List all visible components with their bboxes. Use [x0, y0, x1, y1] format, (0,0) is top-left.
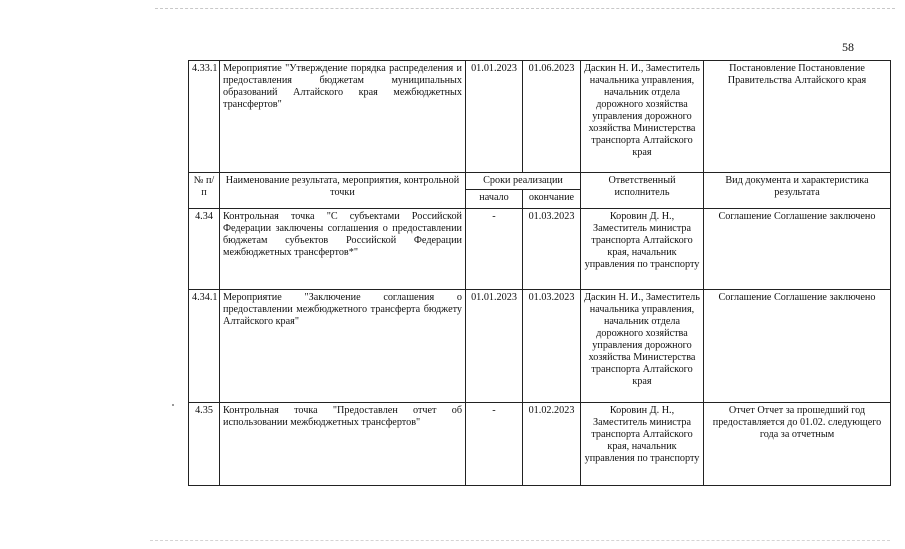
- header-period: Сроки реализации: [466, 173, 581, 190]
- row-end-date: 01.02.2023: [523, 403, 581, 486]
- row-number: 4.35: [189, 403, 220, 486]
- header-responsible: Ответственный исполнитель: [581, 173, 704, 209]
- table-row-4-34: [189, 209, 891, 290]
- row-name: Мероприятие "Утверждение порядка распределения и предоставления бюджетам муниципальных образований Алтайского края межбюджетных трансфертов": [220, 61, 466, 173]
- row-responsible: Даскин Н. И., Заместитель начальника управления, начальник отдела дорожного хозяйства управления дорожного хозяйства Министерства транспорта Алтайского края: [581, 290, 704, 403]
- row-number: 4.33.1: [189, 61, 220, 173]
- row-document: Соглашение Соглашение заключено: [704, 290, 891, 403]
- plan-table: [188, 60, 891, 486]
- row-start-date: 01.01.2023: [466, 290, 523, 403]
- row-number: 4.34: [189, 209, 220, 290]
- header-num: № п/п: [189, 173, 220, 209]
- row-end-date: 01.03.2023: [523, 290, 581, 403]
- header-document: Вид документа и характеристика результата: [704, 173, 891, 209]
- row-start-date: -: [466, 209, 523, 290]
- table-row-4-33-1: [189, 61, 891, 173]
- scan-artifact-bottom: [150, 540, 890, 541]
- row-name: Мероприятие "Заключение соглашения о предоставлении межбюджетного трансферта бюджету Алтайского края": [220, 290, 466, 403]
- row-responsible: Даскин Н. И., Заместитель начальника управления, начальник отдела дорожного хозяйства управления дорожного хозяйства Министерства транспорта Алтайского края: [581, 61, 704, 173]
- row-end-date: 01.06.2023: [523, 61, 581, 173]
- table-header-row-1: [189, 173, 891, 190]
- row-document: Отчет Отчет за прошедший год предоставляется до 01.02. следующего года за отчетным: [704, 403, 891, 486]
- table-row-4-34-1: [189, 290, 891, 403]
- scan-artifact-top: [155, 8, 895, 9]
- row-name: Контрольная точка "С субъектами Российской Федерации заключены соглашения о предоставлении бюджетам субъектов Российской Федерации межбюджетных трансфертов*": [220, 209, 466, 290]
- row-name: Контрольная точка "Предоставлен отчет об использовании межбюджетных трансфертов": [220, 403, 466, 486]
- header-end: окончание: [523, 190, 581, 209]
- page-number: 58: [842, 40, 854, 54]
- row-start-date: 01.01.2023: [466, 61, 523, 173]
- row-number: 4.34.1: [189, 290, 220, 403]
- header-name: Наименование результата, мероприятия, контрольной точки: [220, 173, 466, 209]
- table-row-4-35: [189, 403, 891, 486]
- row-end-date: 01.03.2023: [523, 209, 581, 290]
- scan-artifact-dot: [172, 404, 174, 406]
- row-document: Постановление Постановление Правительства Алтайского края: [704, 61, 891, 173]
- row-responsible: Коровин Д. Н., Заместитель министра транспорта Алтайского края, начальник управления по транспорту: [581, 209, 704, 290]
- row-start-date: -: [466, 403, 523, 486]
- row-document: Соглашение Соглашение заключено: [704, 209, 891, 290]
- row-responsible: Коровин Д. Н., Заместитель министра транспорта Алтайского края, начальник управления по транспорту: [581, 403, 704, 486]
- header-start: начало: [466, 190, 523, 209]
